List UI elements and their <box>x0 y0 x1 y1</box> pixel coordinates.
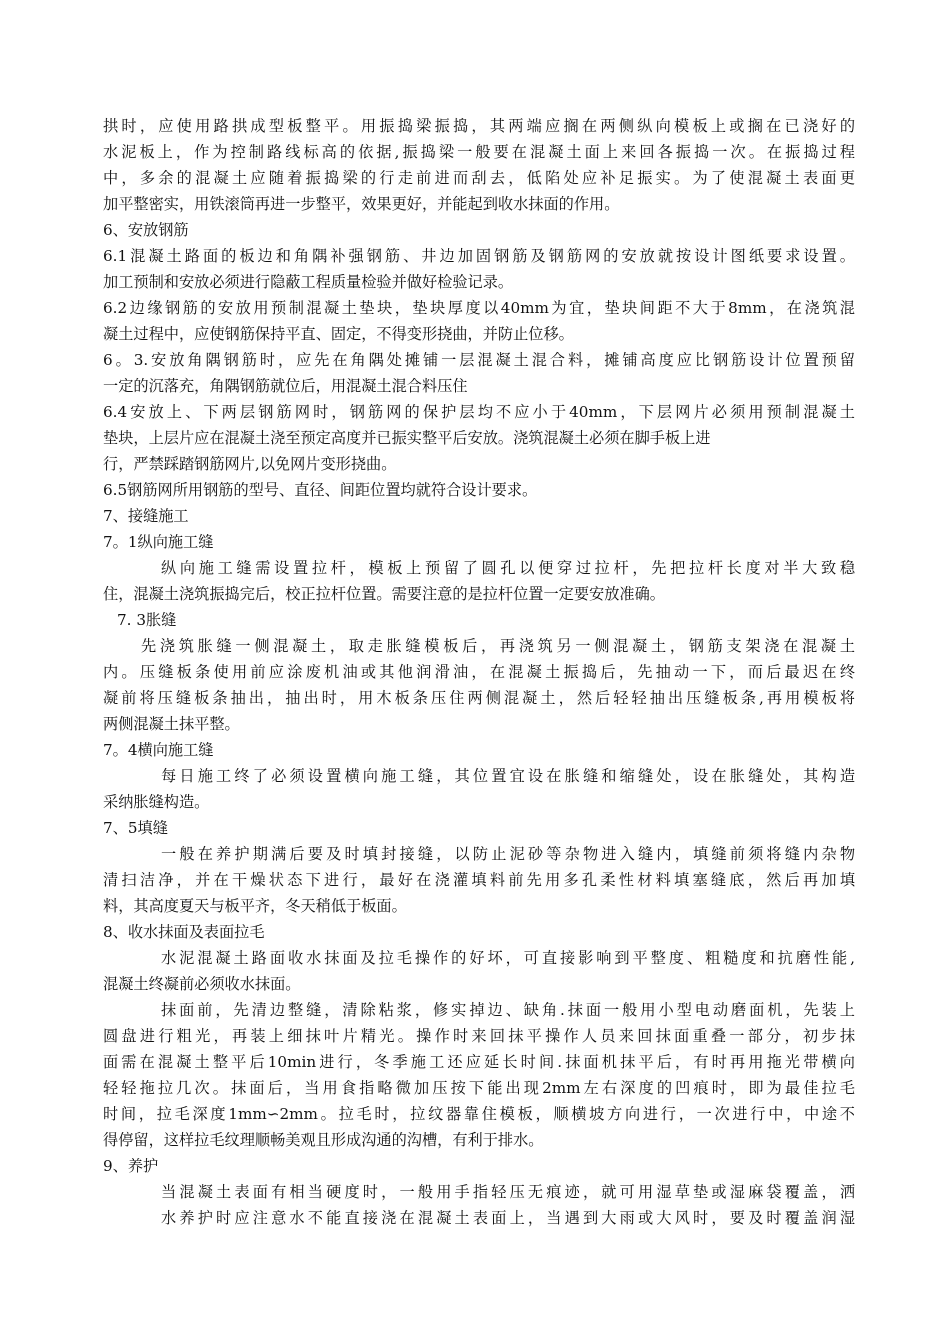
text-line: 先浇筑胀缝一侧混凝土，取走胀缝模板后，再浇筑另一侧混凝土，钢筋支架浇在混凝土 <box>141 637 855 655</box>
text-line: 7。4横向施工缝 <box>103 741 214 759</box>
text-line: 6。3.安放角隅钢筋时，应先在角隅处摊铺一层混凝土混合料，摊铺高度应比钢筋设计位置预留 <box>103 351 855 369</box>
text-line: 圆盘进行粗光，再装上细抹叶片精光。操作时来回抹平操作人员来回抹面重叠一部分，初步抹 <box>103 1027 855 1045</box>
text-line: 抹面前，先清边整缝，清除粘浆，修实掉边、缺角.抹面一般用小型电动磨面机，先装上 <box>161 1001 855 1019</box>
text-line: 采纳胀缝构造。 <box>103 793 210 811</box>
text-line: 7、5填缝 <box>103 819 168 837</box>
text-line: 拱时，应使用路拱成型板整平。用振捣梁振捣，其两端应搁在两侧纵向模板上或搁在已浇好的 <box>103 117 855 135</box>
document-page <box>103 113 855 1231</box>
text-line: 得停留，这样拉毛纹理顺畅美观且形成沟通的沟槽，有利于排水。 <box>103 1131 544 1149</box>
text-line: 6.5钢筋网所用钢筋的型号、直径、间距位置均就符合设计要求。 <box>103 481 538 499</box>
text-line: 一般在养护期满后要及时填封接缝，以防止泥砂等杂物进入缝内，填缝前须将缝内杂物 <box>161 845 855 863</box>
text-line: 两侧混凝土抹平整。 <box>103 715 240 733</box>
text-line: 8、收水抹面及表面拉毛 <box>103 923 265 941</box>
text-line: 6.1混凝土路面的板边和角隅补强钢筋、井边加固钢筋及钢筋网的安放就按设计图纸要求设置。 <box>103 247 855 265</box>
text-line: 水泥板上，作为控制路线标高的依据,振捣梁一般要在混凝土面上来回各振捣一次。在振捣过程 <box>103 143 855 161</box>
text-line: 6、安放钢筋 <box>103 221 189 239</box>
text-line: 凝土过程中，应使钢筋保持平直、固定，不得变形挠曲，并防止位移。 <box>103 325 574 343</box>
text-line: 凝前将压缝板条抽出，抽出时，用木板条压住两侧混凝土，然后轻轻抽出压缝板条,再用模板将 <box>103 689 855 707</box>
text-line: 水养护时应注意水不能直接浇在混凝土表面上，当遇到大雨或大风时，要及时覆盖润湿 <box>161 1209 855 1227</box>
text-line: 轻轻拖拉几次。抹面后，当用食指略微加压按下能出现2mm左右深度的凹痕时，即为最佳拉毛 <box>103 1079 855 1097</box>
text-line: 加平整密实，用铁滚筒再进一步整平，效果更好，并能起到收水抹面的作用。 <box>103 195 620 213</box>
text-line: 时间，拉毛深度1mm∽2mm。拉毛时，拉纹器靠住模板，顺横坡方向进行，一次进行中，中途不 <box>103 1105 855 1123</box>
text-line: 9、养护 <box>103 1157 159 1175</box>
text-line: 中，多余的混凝土应随着振捣梁的行走前进而刮去，低陷处应补足振实。为了使混凝土表面更 <box>103 169 855 187</box>
text-line: 加工预制和安放必须进行隐蔽工程质量检验并做好检验记录。 <box>103 273 514 291</box>
text-line: 6.4安放上、下两层钢筋网时，钢筋网的保护层均不应小于40mm，下层网片必须用预制混凝土 <box>103 403 855 421</box>
text-line: 纵向施工缝需设置拉杆，模板上预留了圆孔以便穿过拉杆，先把拉杆长度对半大致稳 <box>161 559 855 577</box>
text-line: 混凝土终凝前必须收水抹面。 <box>103 975 301 993</box>
text-line: 行，严禁踩踏钢筋网片,以免网片变形挠曲。 <box>103 455 397 473</box>
text-line: 料，其高度夏天与板平齐，冬天稍低于板面。 <box>103 897 407 915</box>
text-line: 一定的沉落充，角隅钢筋就位后，用混凝土混合料压住 <box>103 377 468 395</box>
text-line: 7。1纵向施工缝 <box>103 533 214 551</box>
text-line: 内。压缝板条使用前应涂废机油或其他润滑油，在混凝土振捣后，先抽动一下，而后最迟在终 <box>103 663 855 681</box>
text-line: 面需在混凝土整平后10min进行，冬季施工还应延长时间.抹面机抹平后，有时再用拖光带横向 <box>103 1053 855 1071</box>
text-line: 当混凝土表面有相当硬度时，一般用手指轻压无痕迹，就可用湿草垫或湿麻袋覆盖，洒 <box>161 1183 855 1201</box>
text-line: 垫块，上层片应在混凝土浇至预定高度并已振实整平后安放。浇筑混凝土必须在脚手板上进 <box>103 429 711 447</box>
text-line: 清扫洁净，并在干燥状态下进行，最好在浇灌填料前先用多孔柔性材料填塞缝底，然后再加填 <box>103 871 855 889</box>
text-line: 6.2边缘钢筋的安放用预制混凝土垫块，垫块厚度以40mm为宜，垫块间距不大于8mm，在浇筑混 <box>103 299 855 317</box>
text-line: 7. 3胀缝 <box>117 611 177 629</box>
text-line: 住，混凝土浇筑振捣完后，校正拉杆位置。需要注意的是拉杆位置一定要安放准确。 <box>103 585 665 603</box>
text-line: 每日施工终了必须设置横向施工缝，其位置宜设在胀缝和缩缝处，设在胀缝处，其构造 <box>161 767 855 785</box>
text-line: 7、接缝施工 <box>103 507 189 525</box>
text-line: 水泥混凝土路面收水抹面及拉毛操作的好坏，可直接影响到平整度、粗糙度和抗磨性能, <box>161 949 855 967</box>
